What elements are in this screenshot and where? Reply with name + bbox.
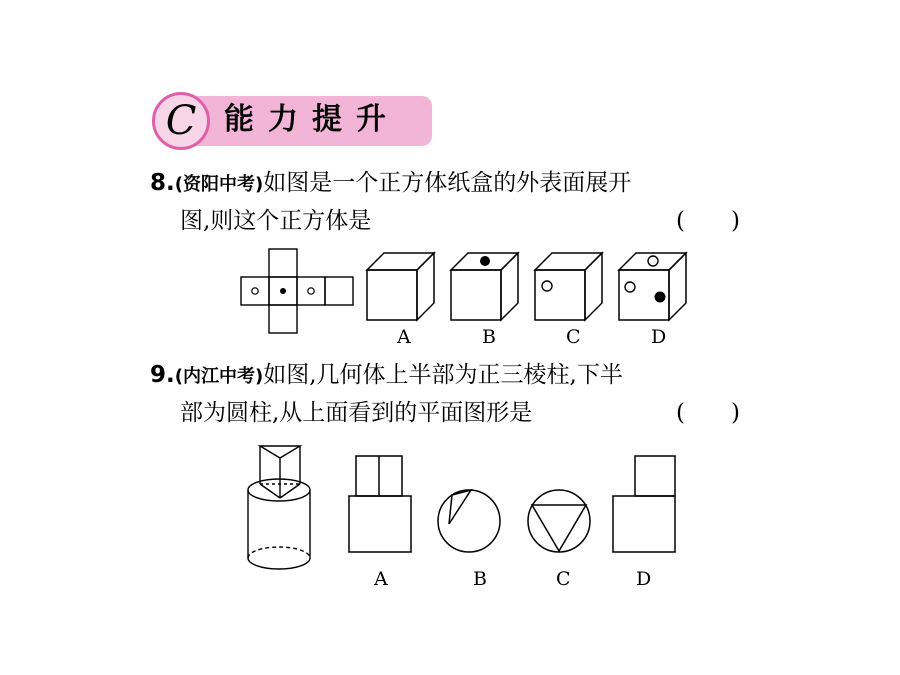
q8-option-a-label: A (397, 326, 411, 348)
q8-answer-paren: ( ) (676, 208, 740, 234)
q9-option-d-label: D (636, 568, 652, 590)
q9-solid-figure (246, 440, 316, 580)
section-banner (152, 92, 432, 154)
q9-option-c-shape (526, 488, 592, 554)
q9-option-a-label: A (374, 568, 388, 590)
q8-option-c-label: C (566, 326, 581, 348)
q8-cube-net (240, 248, 355, 334)
q8-text1: 如图是一个正方体纸盒的外表面展开 (263, 170, 632, 196)
q9-number: 9. (150, 362, 175, 388)
q9-option-a-shape (348, 454, 414, 554)
q9-option-d-shape (612, 454, 678, 554)
q9-option-c-label: C (556, 568, 571, 590)
q8-number: 8. (150, 170, 175, 196)
q9-answer-paren: ( ) (676, 400, 740, 426)
q9-line1 (150, 360, 623, 392)
q8-option-a-cube (366, 252, 436, 322)
q9-option-b-shape (436, 488, 502, 554)
section-letter-badge: C (152, 92, 210, 150)
q9-text1: 如图,几何体上半部为正三棱柱,下半 (263, 362, 623, 388)
q8-line1 (150, 168, 631, 200)
q8-line2: 图,则这个正方体是 (180, 208, 372, 234)
q8-option-b-cube (450, 252, 520, 322)
q8-option-c-cube (534, 252, 604, 322)
q9-option-b-label: B (473, 568, 487, 590)
section-title: 能力提升 (224, 102, 400, 137)
q9-line2: 部为圆柱,从上面看到的平面图形是 (180, 400, 533, 426)
q9-source: (内江中考) (174, 366, 264, 387)
q8-source: (资阳中考) (174, 174, 264, 195)
q8-option-d-label: D (651, 326, 667, 348)
q8-option-b-label: B (482, 326, 496, 348)
q8-option-d-cube (618, 252, 688, 322)
